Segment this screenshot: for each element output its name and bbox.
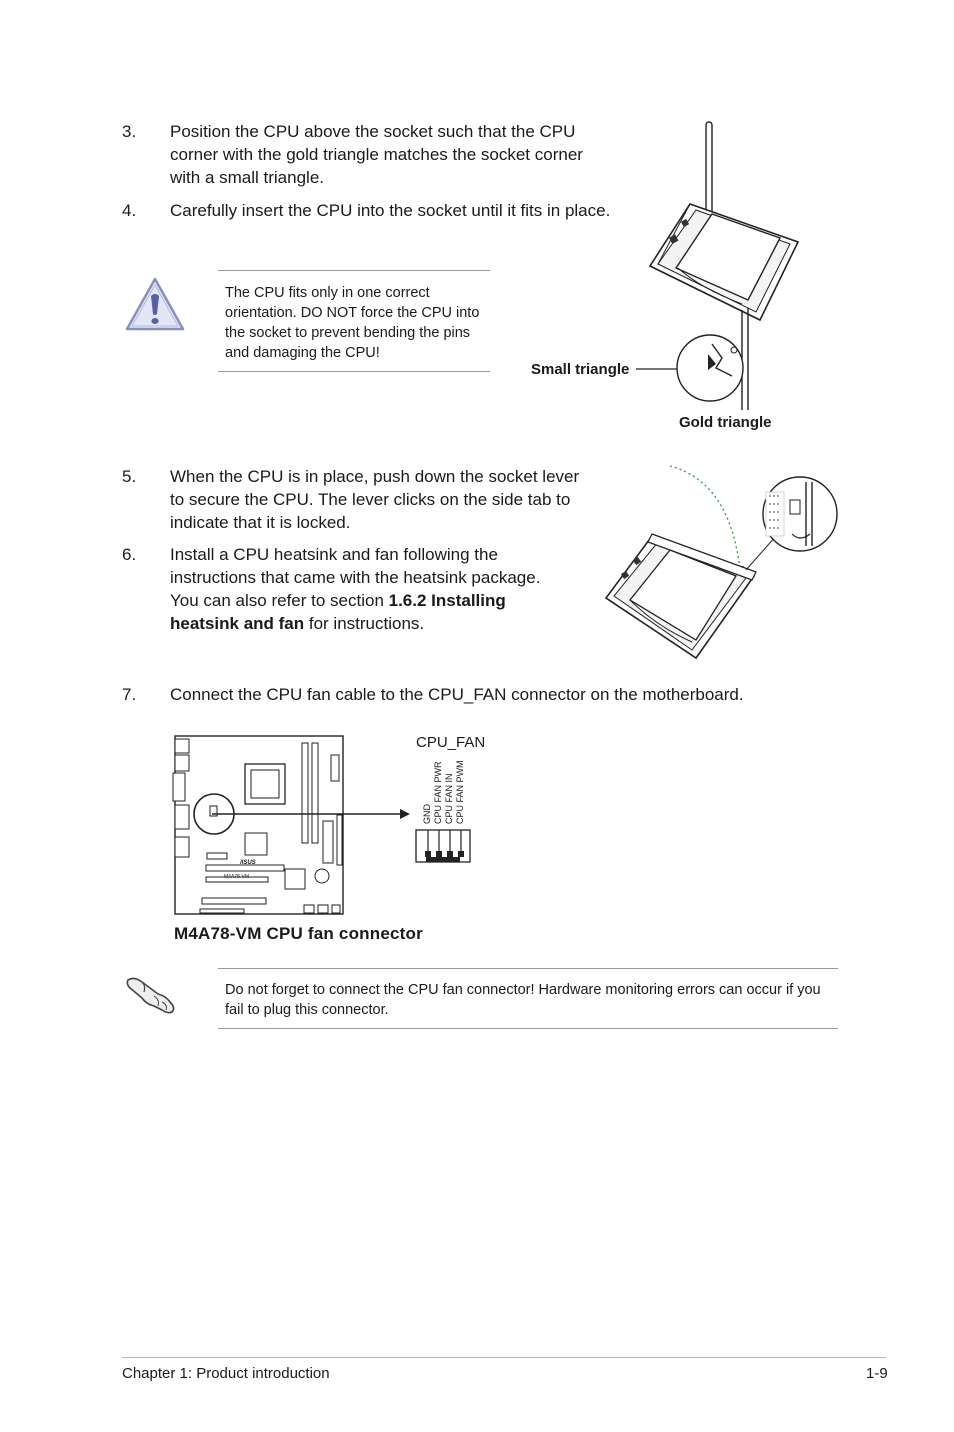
pin-label-cpu-fan-pwr: CPU FAN PWR xyxy=(433,761,443,824)
step-6-text-post: for instructions. xyxy=(304,614,425,633)
step-6-section-ref: 1.6.2 Installing heatsink and fan xyxy=(170,591,506,633)
gold-triangle-label: Gold triangle xyxy=(679,414,772,431)
small-triangle-label: Small triangle xyxy=(531,361,630,378)
connector-pointer-arrow xyxy=(212,803,412,823)
pin-label-cpu-fan-pwm: CPU FAN PWM xyxy=(455,760,465,824)
warning-note-bottom-rule xyxy=(218,371,490,372)
step-6-number: 6. xyxy=(122,545,137,564)
pin-label-cpu-fan-in: CPU FAN IN xyxy=(444,773,454,824)
pointing-hand-icon xyxy=(124,972,180,1016)
cpu-fan-pin-labels xyxy=(420,760,470,824)
step-4-number: 4. xyxy=(122,201,137,220)
tip-note-bottom-rule xyxy=(218,1028,838,1029)
pin-label-gnd: GND xyxy=(422,804,432,824)
board-model-mark: M4A78-VM xyxy=(224,874,250,880)
motherboard-layout-diagram xyxy=(172,733,348,917)
tip-note-text: Do not forget to connect the CPU fan connector! Hardware monitoring errors can occur if you fail to plug this connector. xyxy=(225,982,821,1018)
step-5-text: When the CPU is in place, push down the socket lever to secure the CPU. The lever clicks on the side tab to indicate that it is locked. xyxy=(170,467,580,532)
footer-chapter-title: Chapter 1: Product introduction xyxy=(122,1365,330,1382)
warning-triangle-icon xyxy=(124,276,186,332)
step-3-text: Position the CPU above the socket such that the CPU corner with the gold triangle matches the socket corner with a small triangle. xyxy=(170,122,583,187)
warning-note-text: The CPU fits only in one correct orientation. DO NOT force the CPU into the socket to prevent bending the pins and damaging the CPU! xyxy=(225,285,480,361)
tip-note-top-rule xyxy=(218,968,838,969)
step-6-text xyxy=(170,543,565,635)
cpu-fan-connector-title: CPU_FAN xyxy=(416,734,486,751)
step-4-text: Carefully insert the CPU into the socket until it fits in place. xyxy=(170,201,611,220)
footer-rule xyxy=(122,1357,886,1358)
step-7-number: 7. xyxy=(122,685,137,704)
board-brand-mark: /ISUS xyxy=(240,860,256,866)
cpu-socket-insert-figure xyxy=(630,118,830,418)
step-5-number: 5. xyxy=(122,467,137,486)
step-6-text-pre: Install a CPU heatsink and fan following the instructions that came with the heatsink package. You can also refer to section xyxy=(170,545,541,610)
step-7-text: Connect the CPU fan cable to the CPU_FAN connector on the motherboard. xyxy=(170,685,744,704)
warning-note-top-rule xyxy=(218,270,490,271)
cpu-socket-lever-figure xyxy=(600,462,850,662)
cpu-fan-connector-pins xyxy=(414,828,472,864)
footer-page-number: 1-9 xyxy=(866,1365,888,1382)
fan-connector-caption: M4A78-VM CPU fan connector xyxy=(174,924,423,943)
step-3-number: 3. xyxy=(122,122,137,141)
